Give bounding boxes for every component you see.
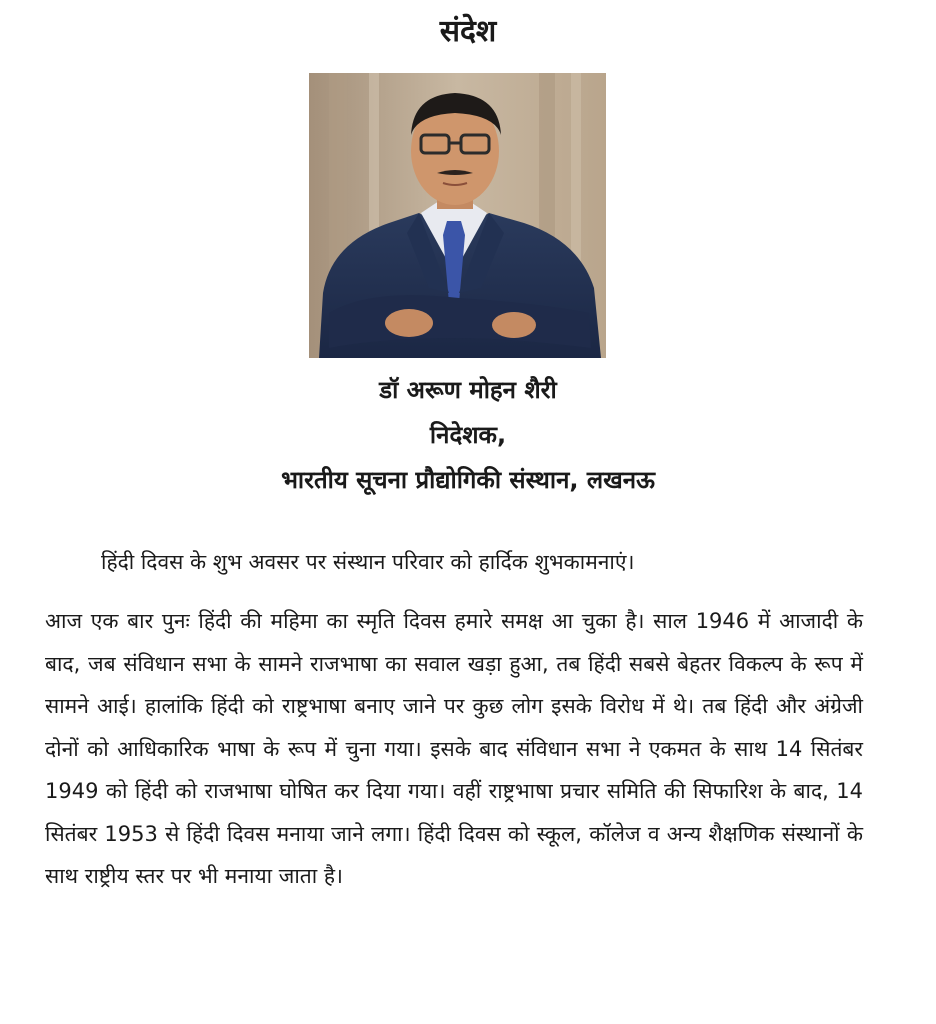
- author-institute: भारतीय सूचना प्रौद्योगिकी संस्थान, लखनऊ: [281, 466, 655, 494]
- author-name: डॉ अरूण मोहन शैरी: [379, 376, 557, 404]
- author-block: [0, 368, 936, 503]
- author-designation: निदेशक,: [429, 421, 507, 449]
- greeting-paragraph: हिंदी दिवस के शुभ अवसर पर संस्थान परिवार को हार्दिक शुभकामनाएं।: [101, 550, 635, 574]
- director-portrait: [309, 73, 606, 358]
- message-body-paragraph: आज एक बार पुनः हिंदी की महिमा का स्मृति दिवस हमारे समक्ष आ चुका है। साल 1946 में आजादी के बाद, जब संविधान सभा के सामने राजभाषा का सवाल खड़ा हुआ, तब हिंदी सबसे बेहतर विकल्प के रूप में सामने आई। हालांकि हिंदी को राष्ट्रभाषा बनाए जाने पर कुछ लोग इसके विरोध में थे। तब हिंदी और अंग्रेजी दोनों को आधिकारिक भाषा के रूप में चुना गया। इसके बाद संविधान सभा ने एकमत के साथ 14 सितंबर 1949 को हिंदी को राजभाषा घोषित कर दिया गया। वहीं राष्ट्रभाषा प्रचार समिति की सिफारिश के बाद, 14 सितंबर 1953 से हिंदी दिवस मनाया जाने लगा। हिंदी दिवस को स्कूल, कॉलेज व अन्य शैक्षणिक संस्थानों के साथ राष्ट्रीय स्तर पर भी मनाया जाता है।: [45, 609, 863, 888]
- page-title: संदेश: [439, 14, 497, 49]
